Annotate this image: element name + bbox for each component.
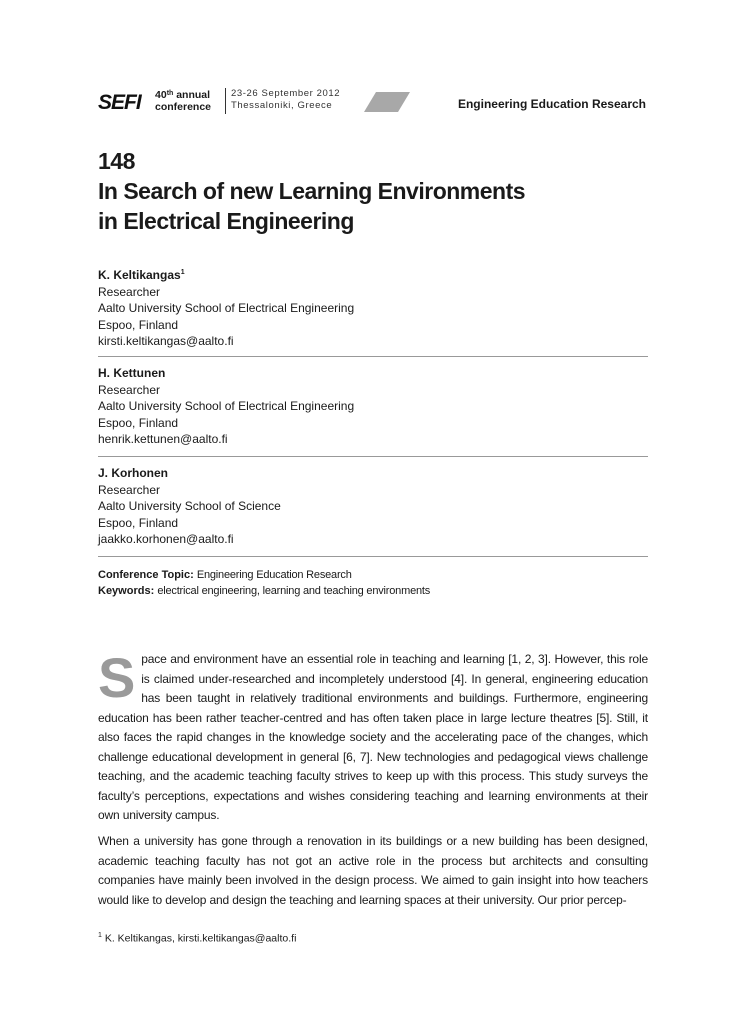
author-email[interactable]: jaakko.korhonen@aalto.fi	[98, 532, 234, 547]
author-location: Espoo, Finland	[98, 415, 179, 430]
author-location: Espoo, Finland	[98, 317, 179, 332]
author-block	[98, 265, 354, 350]
author-affiliation: Aalto University School of Science	[98, 499, 281, 514]
paper-title-line1: In Search of new Learning Environments	[98, 178, 526, 204]
page-header	[98, 88, 646, 118]
author-name: K. Keltikangas$^1$	[98, 268, 185, 282]
divider	[98, 456, 648, 457]
keywords: Keywords: electrical engineering, learning and teaching environments	[98, 585, 431, 597]
conference-dates: 23-26 September 2012	[231, 88, 341, 99]
drop-cap: S	[98, 646, 136, 709]
author-email[interactable]: kirsti.keltikangas@aalto.fi	[98, 334, 234, 349]
sefi-logo	[98, 90, 150, 112]
paper-meta	[98, 567, 430, 599]
footnote: $^1$ K. Keltikangas, kirsti.keltikangas@aalto.fi	[98, 932, 297, 945]
paper-title-line2: in Electrical Engineering	[98, 208, 354, 234]
svg-text:SEFI: SEFI	[98, 91, 141, 112]
paper-title-block	[98, 146, 525, 236]
header-divider	[225, 88, 226, 114]
author-affiliation: Aalto University School of Electrical Engineering	[98, 399, 355, 414]
author-location: Espoo, Finland	[98, 515, 179, 530]
divider	[98, 556, 648, 557]
author-name: H. Kettunen	[98, 366, 166, 380]
body-paragraph-2: When a university has gone through a renovation in its buildings or a new building has been designed, academic teaching faculty has not got an active role in the process but architects and consulting companies have mainly been involved in the design process. We aimed to gain insight into how teachers would like to develop and design the teaching and learning spaces at their university. Our prior percep-	[98, 834, 648, 907]
decorative-stripe	[364, 92, 410, 112]
divider	[98, 356, 648, 357]
author-role: Researcher	[98, 284, 161, 299]
conference-dates-location	[231, 88, 340, 112]
conference-topic: Conference Topic: Engineering Education Research	[98, 569, 352, 581]
author-name: J. Korhonen	[98, 466, 169, 480]
body-paragraph-1: Space and environment have an essential role in teaching and learning [1, 2, 3]. However, this role is claimed under-researched and incompletely understood [4]. In general, engineering education has been taught in relatively traditional environments and buildings. Furthermore, engineering education has been rather teacher-centred and has often taken place in large lecture theatres [5]. Still, it also faces the rapid changes in the knowledge society and the accelerating pace of the changes, which challenge educational development in general [6, 7]. New technologies and pedagogical views challenge teaching, and the academic teaching faculty strives to keep up with this process. This study surveys the faculty’s perceptions, expectations and wishes considering teaching and learning environments at their own university campus.	[98, 646, 648, 822]
author-email[interactable]: henrik.kettunen@aalto.fi	[98, 432, 228, 447]
author-block	[98, 365, 354, 448]
author-role: Researcher	[98, 382, 161, 397]
author-affiliation: Aalto University School of Electrical Engineering	[98, 301, 355, 316]
conference-label: 40th annual conference	[155, 89, 212, 113]
track-title: Engineering Education Research	[457, 97, 646, 111]
author-block	[98, 465, 281, 548]
conference-location: Thessaloniki, Greece	[231, 100, 333, 111]
paper-number: 148	[98, 148, 135, 174]
author-role: Researcher	[98, 482, 161, 497]
